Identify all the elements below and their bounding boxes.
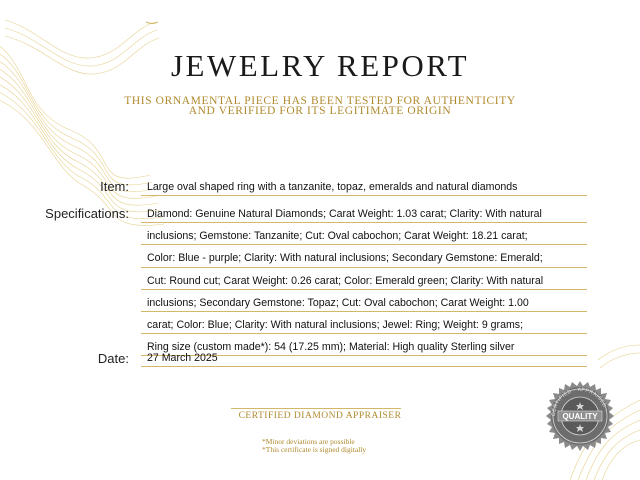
seal-quality-text: QUALITY [562,412,598,421]
quality-seal-icon [544,380,616,452]
page-title: JEWELRY REPORT [170,48,470,83]
spec-line: Cut: Round cut; Carat Weight: 0.26 carat; Color: Emerald green; Clarity: With natural [141,268,587,290]
specifications-label: Specifications: [45,206,129,221]
footnote-minor-deviations: *Minor deviations are possible [262,437,355,446]
spec-line: carat; Color: Blue; Clarity: With natural inclusions; Jewel: Ring; Weight: 9 grams; [141,312,587,334]
item-field [141,174,587,196]
signature-title: CERTIFIED DIAMOND APPRAISER [238,411,402,421]
footnote-signed-digitally: *This certificate is signed digitally [262,444,367,454]
item-label: Item: [100,179,129,194]
page-subtitle [0,96,640,116]
item-value: Large oval shaped ring with a tanzanite, topaz, emeralds and natural diamonds [141,174,587,196]
spec-line: inclusions; Secondary Gemstone: Topaz; Cut: Oval cabochon; Carat Weight: 1.00 [141,290,587,312]
spec-line: inclusions; Gemstone: Tanzanite; Cut: Oval cabochon; Carat Weight: 18.21 carat; [141,223,587,245]
spec-line: Ring size (custom made*): 54 (17.25 mm); Material: High quality Sterling silver [141,334,587,356]
subtitle-line-2: AND VERIFIED FOR ITS LEGITIMATE ORIGIN [188,105,452,117]
subtitle-line-1: THIS ORNAMENTAL PIECE HAS BEEN TESTED FOR AUTHENTICITY [124,95,516,107]
footnotes [262,438,366,453]
date-label: Date: [97,351,129,366]
date-field [141,345,587,367]
spec-line: Diamond: Genuine Natural Diamonds; Carat Weight: 1.03 carat; Clarity: With natural [141,201,587,223]
spec-line: Color: Blue - purple; Clarity: With natural inclusions; Secondary Gemstone: Emerald; [141,245,587,267]
signature-line [231,408,401,409]
date-value: 27 March 2025 [141,345,587,367]
specifications-field [141,201,587,356]
seal-ring-text: CERTIFIED · APPRAISED · [550,386,609,417]
